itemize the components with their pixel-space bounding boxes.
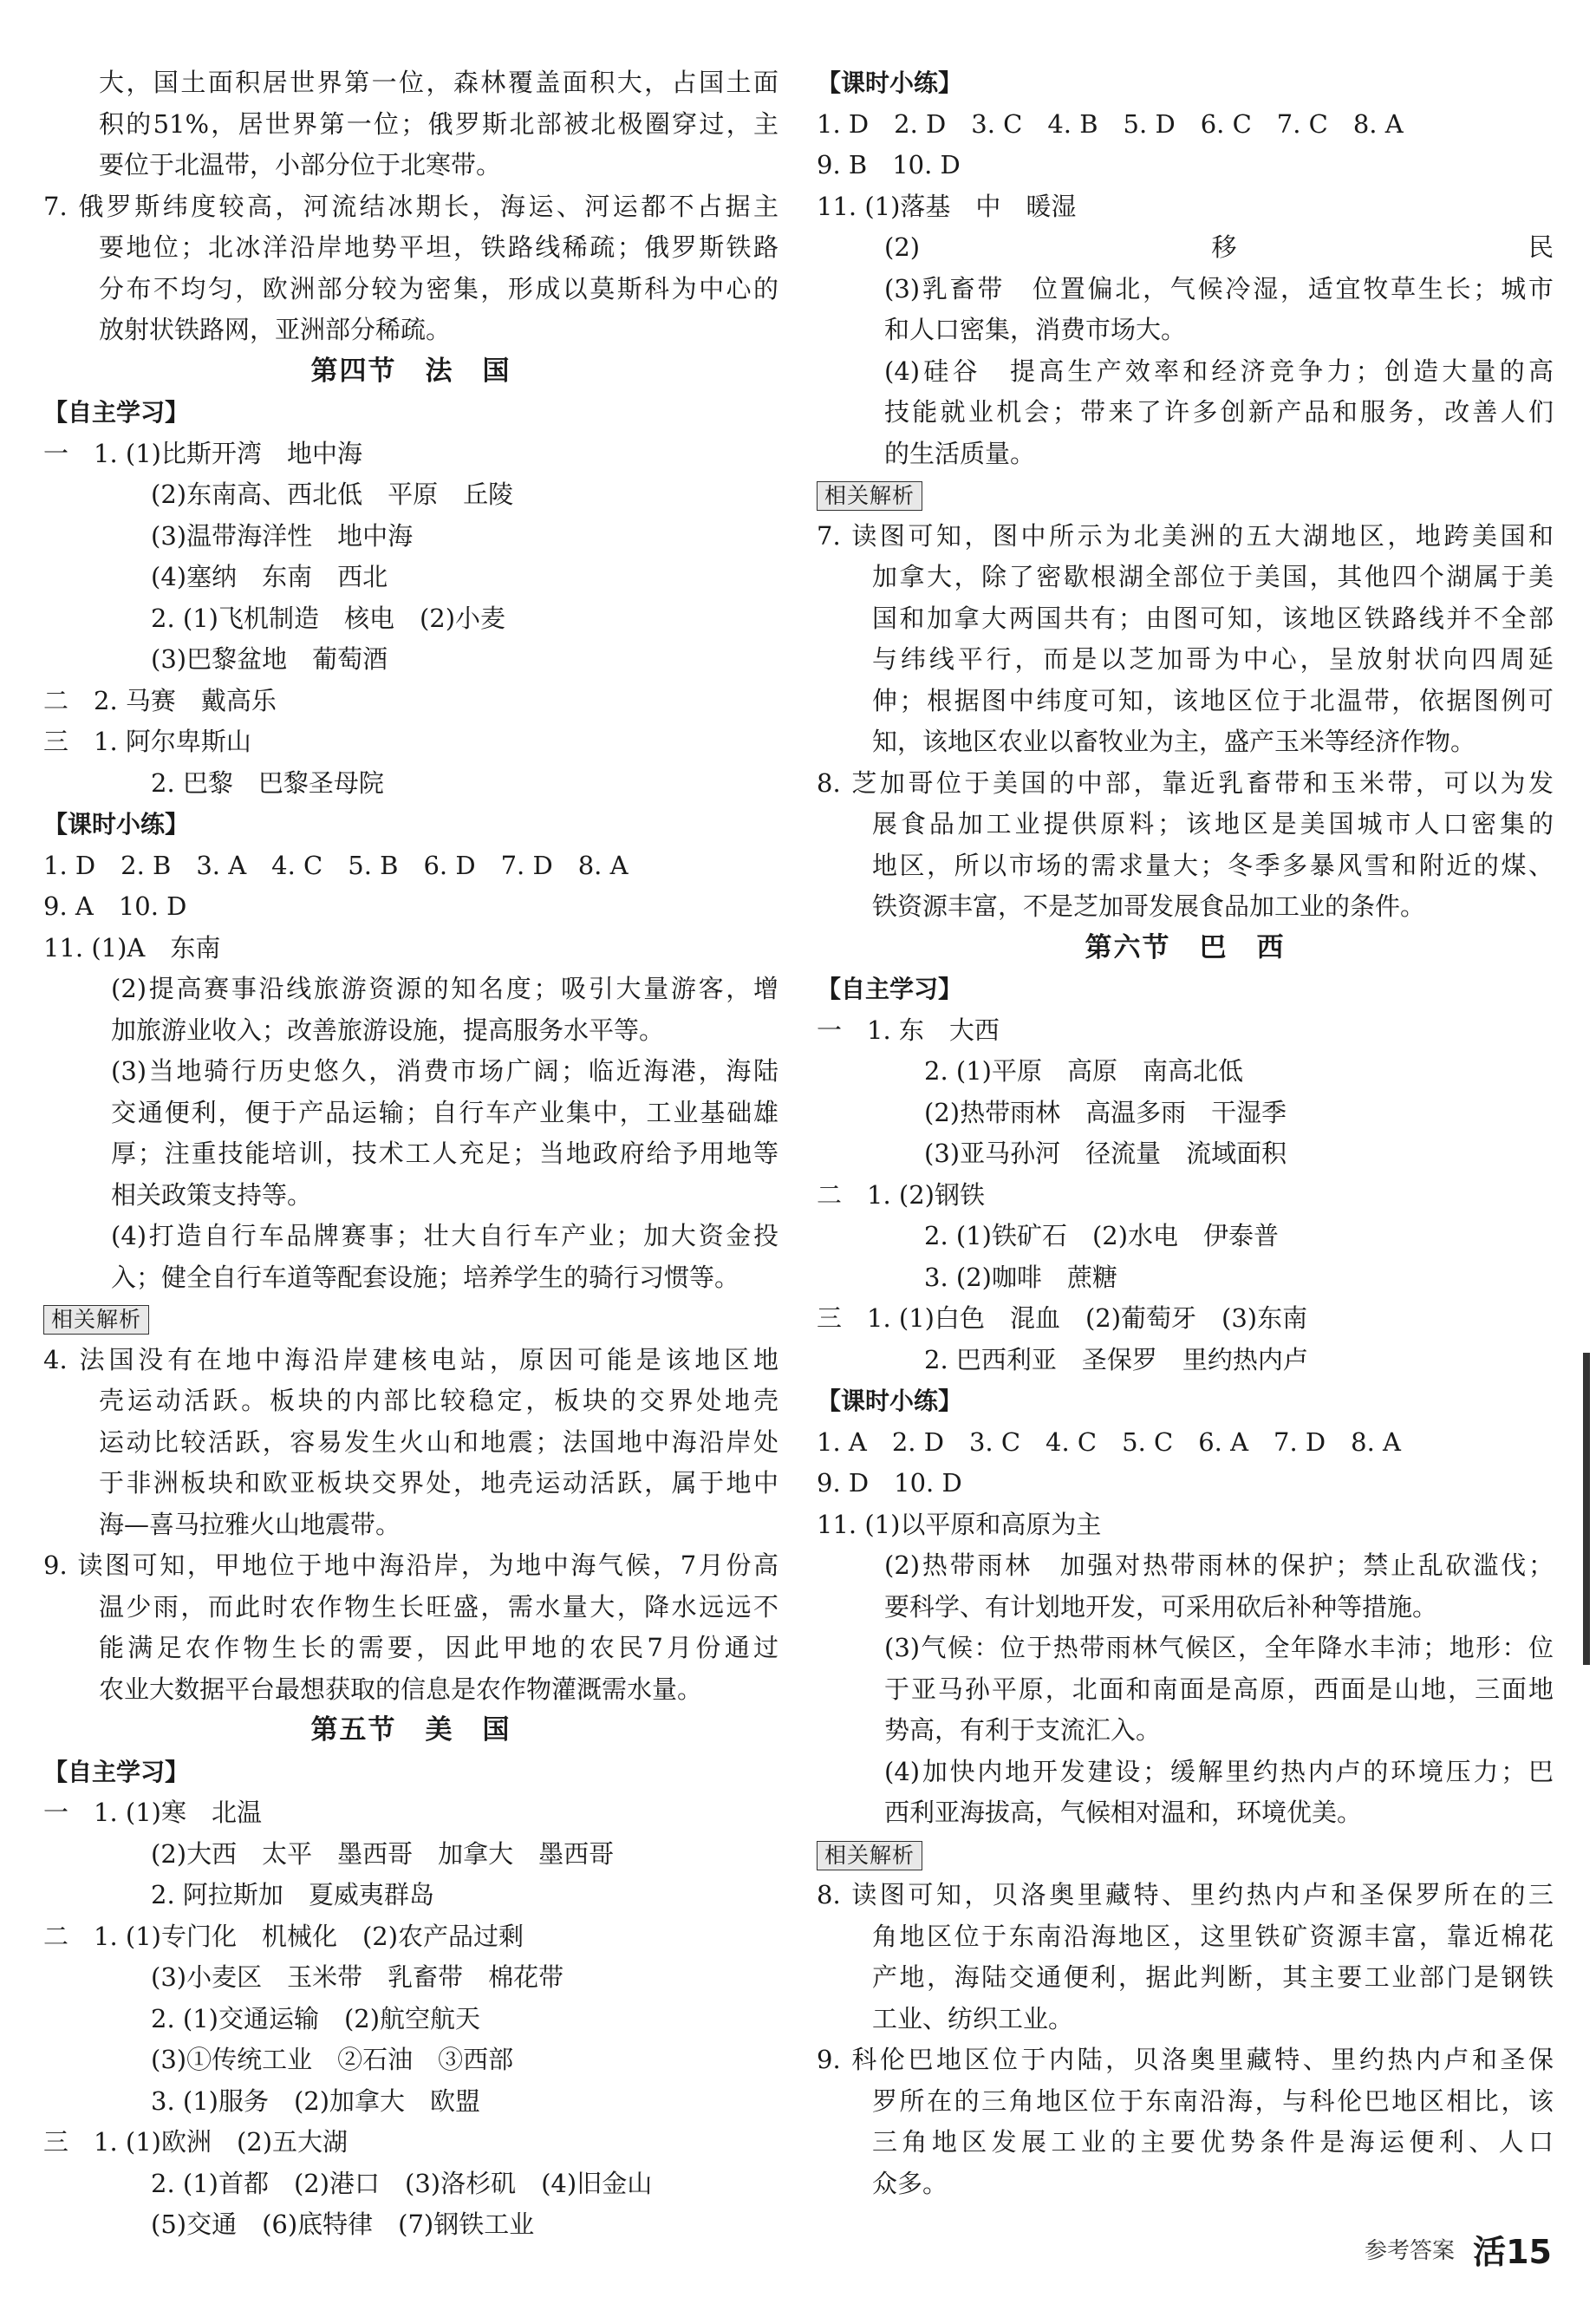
answer-line: (4)塞纳 东南 西北: [151, 562, 388, 591]
answer-line: 1. A 2. D 3. C 4. C 5. C 6. A 7. D 8. A: [817, 1426, 1401, 1457]
answer-line: (3)温带海洋性 地中海: [151, 520, 414, 551]
text-line: 工业、纺织工业。: [872, 2003, 1074, 2033]
text-line: 相关政策支持等。: [111, 1179, 313, 1210]
text-line: (2)提高赛事沿线旅游资源的知名度；吸引大量游客，增: [111, 974, 778, 1003]
section-title: 第五节 美 国: [310, 1714, 511, 1746]
text-line: 势高，有利于支流汇入。: [884, 1715, 1162, 1745]
answer-line: 7. 读图可知，图中所示为北美洲的五大湖地区，地跨美国和: [817, 520, 1554, 551]
answer-line: 三 1. 阿尔卑斯山: [43, 727, 251, 756]
section-title: 第六节 巴 西: [1085, 931, 1286, 963]
text-line: (4)硅谷 提高生产效率和经济竞争力；创造大量的高: [884, 356, 1554, 386]
section-title: 第四节 法 国: [310, 355, 511, 387]
text-line: 于非洲板块和欧亚板块交界处，地壳运动活跃，属于地中: [99, 1468, 778, 1498]
answer-line: 2. 阿拉斯加 夏威夷群岛: [151, 1880, 434, 1909]
section-heading: 【课时小练】: [817, 1387, 963, 1415]
text-line: 能满足农作物生长的需要，因此甲地的农民7月份通过: [99, 1633, 778, 1662]
answer-line: 9. D 10. D: [817, 1468, 962, 1498]
text-line: 加旅游业收入；改善旅游设施，提高服务水平等。: [111, 1015, 665, 1045]
text-line: 产地，海陆交通便利，据此判断，其主要工业部门是钢铁: [872, 1962, 1554, 1992]
text-line: (4)加快内地开发建设；缓解里约热内卢的环境压力；巴: [884, 1756, 1554, 1786]
answer-line: 2. 巴黎 巴黎圣母院: [151, 767, 384, 798]
answer-line: 2. (1)铁矿石 (2)水电 伊泰普: [924, 1221, 1280, 1250]
section-heading: 【自主学习】: [43, 398, 190, 427]
answer-line: 3. (2)咖啡 蔗糖: [924, 1262, 1117, 1292]
section-heading: 【课时小练】: [817, 69, 963, 97]
answer-line: 1. D 2. D 3. C 4. B 5. D 6. C 7. C 8. A: [817, 108, 1404, 139]
answer-line: 二 1. (2)钢铁: [817, 1179, 985, 1210]
text-line: (2)移民: [884, 232, 1554, 262]
section-heading: 【自主学习】: [43, 1757, 190, 1786]
answer-line: 一 1. (1)比斯开湾 地中海: [43, 438, 362, 468]
answer-line: (3)①传统工业 ②石油 ③西部: [151, 2045, 514, 2074]
answer-line: 8. 读图可知，贝洛奥里藏特、里约热内卢和圣保罗所在的三: [817, 1880, 1554, 1909]
answer-line: 一 1. 东 大西: [817, 1015, 1000, 1045]
text-line: (4)打造自行车品牌赛事；壮大自行车产业；加大资金投: [111, 1221, 778, 1250]
answer-line: 三 1. (1)白色 混血 (2)葡萄牙 (3)东南: [817, 1303, 1308, 1333]
analysis-tag-row: [43, 1298, 778, 1340]
text-line: (3)乳畜带 位置偏北，气候冷湿，适宜牧草生长；城市: [884, 273, 1554, 304]
text-line: 与纬线平行，而是以芝加哥为中心，呈放射状向四周延: [872, 644, 1554, 674]
text-line: 要科学、有计划地开发，可采用砍后补种等措施。: [884, 1591, 1438, 1622]
answer-line: 二 1. (1)专门化 机械化 (2)农产品过剩: [43, 1921, 524, 1951]
text-line: 交通便利，便于产品运输；自行车产业集中，工业基础雄: [111, 1097, 778, 1127]
text-line: (3)气候：位于热带雨林气候区，全年降水丰沛；地形：位: [884, 1633, 1554, 1662]
cropped-margin: [0, 555, 9, 1041]
text-line: 积的51%，居世界第一位；俄罗斯北部被北极圈穿过，主: [99, 108, 778, 139]
answer-line: (3)小麦区 玉米带 乳畜带 棉花带: [151, 1962, 564, 1992]
answer-line: 11. (1)落基 中 暖湿: [817, 191, 1077, 221]
analysis-tag-row: [817, 474, 1554, 516]
text-line: 加拿大，除了密歇根湖全部位于美国，其他四个湖属于美: [872, 562, 1554, 591]
text-line: 放射状铁路网，亚洲部分稀疏。: [99, 315, 452, 344]
text-line: 于亚马孙平原，北面和南面是高原，西面是山地，三面地: [884, 1674, 1554, 1704]
text-line: 入；健全自行车道等配套设施；培养学生的骑行习惯等。: [111, 1262, 740, 1292]
text-line: 伸；根据图中纬度可知，该地区位于北温带，依据图例可: [872, 685, 1554, 715]
answer-line: 4. 法国没有在地中海沿岸建核电站，原因可能是该地区地: [43, 1344, 778, 1374]
text-line: (3)当地骑行历史悠久，消费市场广阔；临近海港，海陆: [111, 1056, 778, 1086]
answer-line: 9. 读图可知，甲地位于地中海沿岸，为地中海气候，7月份高: [43, 1550, 778, 1580]
text-line: 地区，所以市场的需求量大；冬季多暴风雪和附近的煤、: [872, 850, 1554, 880]
answer-line: 二 2. 马赛 戴高乐: [43, 685, 277, 715]
analysis-tag: 相关解析: [817, 481, 922, 511]
answer-line: 2. 巴西利亚 圣保罗 里约热内卢: [924, 1344, 1308, 1374]
answer-line: 8. 芝加哥位于美国的中部，靠近乳畜带和玉米带，可以为发: [817, 767, 1554, 798]
text-line: 展食品加工业提供原料；该地区是美国城市人口密集的: [872, 809, 1554, 839]
answer-line: 11. (1)以平原和高原为主: [817, 1509, 1102, 1539]
left-column: [43, 62, 778, 2246]
section-heading: 【自主学习】: [817, 975, 963, 1003]
text-line: 众多。: [872, 2168, 948, 2198]
text-line: 运动比较活跃，容易发生火山和地震；法国地中海沿岸处: [99, 1426, 778, 1457]
answer-line: 9. 科伦巴地区位于内陆，贝洛奥里藏特、里约热内卢和圣保: [817, 2045, 1554, 2074]
analysis-tag-row: [817, 1834, 1554, 1876]
answer-line: 9. B 10. D: [817, 150, 961, 179]
text-line: 农业大数据平台最想获取的信息是农作物灌溉需水量。: [99, 1674, 703, 1704]
right-column: [817, 62, 1554, 2204]
text-line: 知，该地区农业以畜牧业为主，盛产玉米等经济作物。: [872, 727, 1476, 756]
answer-line: (2)大西 太平 墨西哥 加拿大 墨西哥: [151, 1838, 615, 1869]
answer-line: 一 1. (1)寒 北温: [43, 1798, 262, 1827]
text-line: 分布不均匀，欧洲部分较为密集，形成以莫斯科为中心的: [99, 273, 778, 304]
text-line: 厚；注重技能培训，技术工人充足；当地政府给予用地等: [111, 1139, 778, 1168]
answer-line: 3. (1)服务 (2)加拿大 欧盟: [151, 2085, 481, 2116]
answer-line: 三 1. (1)欧洲 (2)五大湖: [43, 2127, 349, 2157]
answer-line: (5)交通 (6)底特律 (7)钢铁工业: [151, 2209, 535, 2239]
text-line: 铁资源丰富，不是芝加哥发展食品加工业的条件。: [872, 891, 1426, 921]
text-line: 和人口密集，消费市场大。: [884, 315, 1187, 344]
footer-text: 参考答案: [1364, 2238, 1455, 2264]
text-line: 三角地区发展工业的主要优势条件是海运便利、人口: [872, 2127, 1554, 2157]
analysis-tag: 相关解析: [817, 1841, 922, 1870]
text-line: 罗所在的三角地区位于东南沿海，与科伦巴地区相比，该: [872, 2085, 1554, 2116]
answer-line: (2)东南高、西北低 平原 丘陵: [151, 480, 514, 509]
text-line: 要地位；北冰洋沿岸地势平坦，铁路线稀疏；俄罗斯铁路: [99, 232, 778, 262]
answer-line: 2. (1)首都 (2)港口 (3)洛杉矶 (4)旧金山: [151, 2168, 653, 2198]
text-line: 技能就业机会；带来了许多创新产品和服务，改善人们: [884, 397, 1554, 427]
text-line: 国和加拿大两国共有；由图可知，该地区铁路线并不全部: [872, 603, 1554, 633]
answer-line: 2. (1)平原 高原 南高北低: [924, 1056, 1243, 1086]
page-footer: [1292, 2225, 1552, 2273]
text-line: 大，国土面积居世界第一位，森林覆盖面积大，占国土面: [99, 68, 778, 97]
text-line: (2)热带雨林 加强对热带雨林的保护；禁止乱砍滥伐；: [884, 1550, 1554, 1580]
footer-page-label: 活15: [1473, 2233, 1552, 2271]
answer-line: 7. 俄罗斯纬度较高，河流结冰期长，海运、河运都不占据主: [43, 191, 778, 221]
text-line: 壳运动活跃。板块的内部比较稳定，板块的交界处地壳: [99, 1386, 778, 1415]
page-edge-bar: [1583, 1353, 1590, 1665]
answer-line: (2)热带雨林 高温多雨 干湿季: [924, 1097, 1287, 1127]
text-line: 的生活质量。: [884, 438, 1036, 468]
answer-line: 2. (1)交通运输 (2)航空航天: [151, 2003, 481, 2033]
text-line: 角地区位于东南沿海地区，这里铁矿资源丰富，靠近棉花: [872, 1921, 1554, 1951]
answer-line: 9. A 10. D: [43, 891, 187, 921]
text-line: 海—喜马拉雅火山地震带。: [99, 1509, 401, 1539]
text-line: 温少雨，而此时农作物生长旺盛，需水量大，降水远远不: [99, 1591, 778, 1622]
analysis-tag: 相关解析: [43, 1305, 149, 1335]
answer-line: 2. (1)飞机制造 核电 (2)小麦: [151, 603, 506, 633]
answer-line: (3)亚马孙河 径流量 流域面积: [924, 1139, 1287, 1168]
answer-line: (3)巴黎盆地 葡萄酒: [151, 644, 388, 674]
text-line: 西利亚海拔高，气候相对温和，环境优美。: [884, 1798, 1363, 1827]
answer-line: 1. D 2. B 3. A 4. C 5. B 6. D 7. D 8. A: [43, 850, 629, 880]
answer-line: 11. (1)A 东南: [43, 932, 221, 963]
section-heading: 【课时小练】: [43, 810, 190, 839]
text-line: 要位于北温带，小部分位于北寒带。: [99, 150, 502, 179]
